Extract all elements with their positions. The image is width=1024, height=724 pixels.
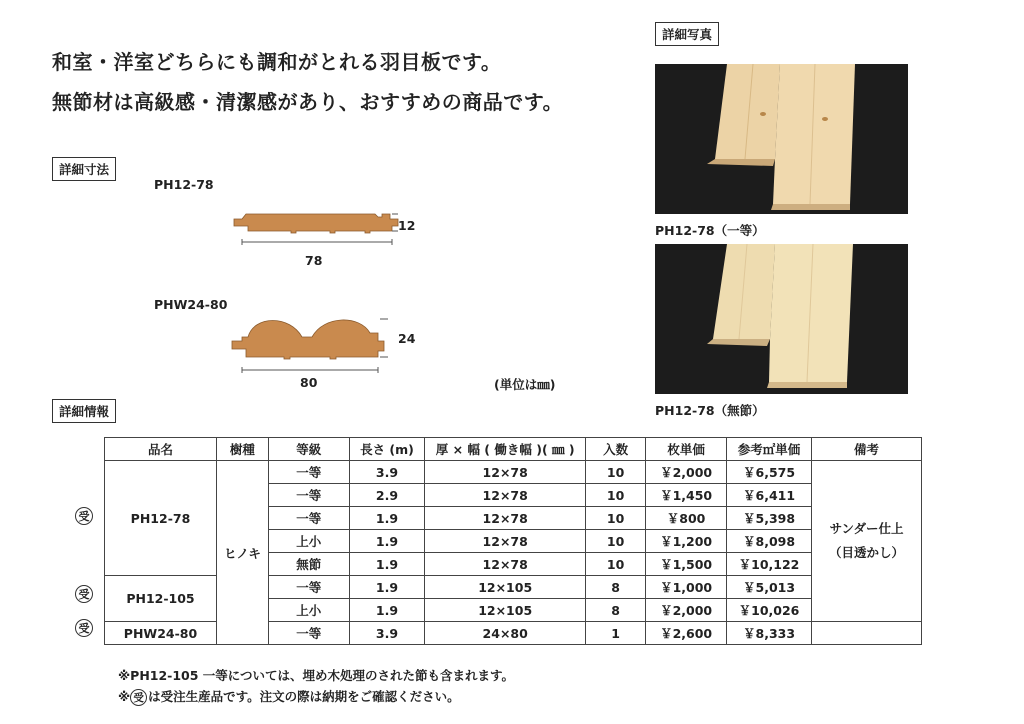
size-cell: 12×105 — [425, 599, 586, 622]
remarks-line-2: （目透かし） — [829, 545, 905, 560]
unit-price-cell: ￥2,000 — [646, 461, 727, 484]
size-cell: 12×78 — [425, 553, 586, 576]
wood-profile-shape — [234, 214, 398, 233]
profile-width-phw24-80: 80 — [300, 375, 318, 390]
unit-price-cell: ￥1,000 — [646, 576, 727, 599]
grade-cell: 一等 — [268, 576, 349, 599]
size-cell: 12×105 — [425, 576, 586, 599]
qty-cell: 10 — [586, 484, 646, 507]
build-to-order-mark: 受 — [75, 507, 93, 525]
header-species: 樹種 — [216, 438, 268, 461]
wood-profile-shape — [232, 320, 384, 359]
section-tag-info: 詳細情報 — [52, 399, 116, 423]
photo-caption-mubushi: PH12-78（無節） — [655, 403, 765, 418]
footnote-1: ※PH12-105 一等については、埋め木処理のされた節も含まれます。 — [118, 668, 515, 683]
sqm-price-cell: ￥10,122 — [727, 553, 812, 576]
footnote-2 — [118, 687, 460, 706]
size-cell: 24×80 — [425, 622, 586, 645]
headline-line-1: 和室・洋室どちらにも調和がとれる羽目板です。 — [52, 50, 502, 74]
header-sqm-price: 参考㎡単価 — [727, 438, 812, 461]
sqm-price-cell: ￥5,013 — [727, 576, 812, 599]
length-cell: 1.9 — [349, 599, 425, 622]
headline-line-2: 無節材は高級感・清潔感があり、おすすめの商品です。 — [52, 90, 564, 114]
remarks-cell-empty — [812, 622, 922, 645]
table-row — [105, 461, 922, 484]
grade-cell: 一等 — [268, 622, 349, 645]
sqm-price-cell: ￥8,098 — [727, 530, 812, 553]
build-to-order-mark: 受 — [75, 585, 93, 603]
qty-cell: 8 — [586, 576, 646, 599]
grade-cell: 無節 — [268, 553, 349, 576]
size-cell: 12×78 — [425, 530, 586, 553]
size-cell: 12×78 — [425, 484, 586, 507]
profile-name-ph12-78: PH12-78 — [154, 177, 214, 192]
length-cell: 3.9 — [349, 461, 425, 484]
wood-board-illustration — [655, 244, 908, 394]
footnote-2-text: は受注生産品です。注文の際は納期をご確認ください。 — [148, 689, 460, 704]
unit-price-cell: ￥1,200 — [646, 530, 727, 553]
unit-price-cell: ￥2,600 — [646, 622, 727, 645]
build-to-order-mark: 受 — [130, 689, 147, 706]
footnote-2-prefix: ※ — [118, 689, 131, 704]
profile-thickness-ph12-78: 12 — [398, 218, 416, 233]
product-name-cell: PH12-78 — [105, 461, 217, 576]
grade-cell: 上小 — [268, 530, 349, 553]
header-remarks: 備考 — [812, 438, 922, 461]
header-grade: 等級 — [268, 438, 349, 461]
photo-ph12-78-ittou — [655, 64, 908, 214]
section-tag-dimensions: 詳細寸法 — [52, 157, 116, 181]
product-name-cell: PH12-105 — [105, 576, 217, 622]
header-name: 品名 — [105, 438, 217, 461]
grade-cell: 一等 — [268, 484, 349, 507]
header-length: 長さ (m) — [349, 438, 425, 461]
species-cell: ヒノキ — [216, 461, 268, 645]
profile-width-ph12-78: 78 — [305, 253, 323, 268]
qty-cell: 10 — [586, 461, 646, 484]
unit-price-cell: ￥2,000 — [646, 599, 727, 622]
table-header-row — [105, 438, 922, 461]
length-cell: 3.9 — [349, 622, 425, 645]
unit-price-cell: ￥1,450 — [646, 484, 727, 507]
remarks-line-1: サンダー仕上 — [829, 521, 904, 536]
size-cell: 12×78 — [425, 461, 586, 484]
header-qty: 入数 — [586, 438, 646, 461]
section-tag-photos: 詳細写真 — [655, 22, 719, 46]
qty-cell: 8 — [586, 599, 646, 622]
grade-cell: 上小 — [268, 599, 349, 622]
remarks-cell — [812, 461, 922, 622]
profile-thickness-phw24-80: 24 — [398, 331, 416, 346]
qty-cell: 1 — [586, 622, 646, 645]
qty-cell: 10 — [586, 530, 646, 553]
sqm-price-cell: ￥6,575 — [727, 461, 812, 484]
profile-diagram-phw24-80 — [220, 305, 420, 385]
unit-price-cell: ￥800 — [646, 507, 727, 530]
sqm-price-cell: ￥6,411 — [727, 484, 812, 507]
qty-cell: 10 — [586, 507, 646, 530]
header-unit-price: 枚単価 — [646, 438, 727, 461]
unit-price-cell: ￥1,500 — [646, 553, 727, 576]
product-name-cell: PHW24-80 — [105, 622, 217, 645]
header-size: 厚 × 幅 ( 働き幅 )( ㎜ ) — [425, 438, 586, 461]
length-cell: 2.9 — [349, 484, 425, 507]
length-cell: 1.9 — [349, 530, 425, 553]
profile-name-phw24-80: PHW24-80 — [154, 297, 228, 312]
length-cell: 1.9 — [349, 576, 425, 599]
grade-cell: 一等 — [268, 461, 349, 484]
build-to-order-mark: 受 — [75, 619, 93, 637]
qty-cell: 10 — [586, 553, 646, 576]
sqm-price-cell: ￥10,026 — [727, 599, 812, 622]
photo-ph12-78-mubushi — [655, 244, 908, 394]
spec-table — [104, 437, 922, 645]
wood-board-illustration — [655, 64, 908, 214]
length-cell: 1.9 — [349, 553, 425, 576]
size-cell: 12×78 — [425, 507, 586, 530]
photo-caption-ittou: PH12-78（一等） — [655, 223, 765, 238]
sqm-price-cell: ￥5,398 — [727, 507, 812, 530]
length-cell: 1.9 — [349, 507, 425, 530]
sqm-price-cell: ￥8,333 — [727, 622, 812, 645]
unit-note: (単位は㎜) — [494, 377, 556, 392]
grade-cell: 一等 — [268, 507, 349, 530]
